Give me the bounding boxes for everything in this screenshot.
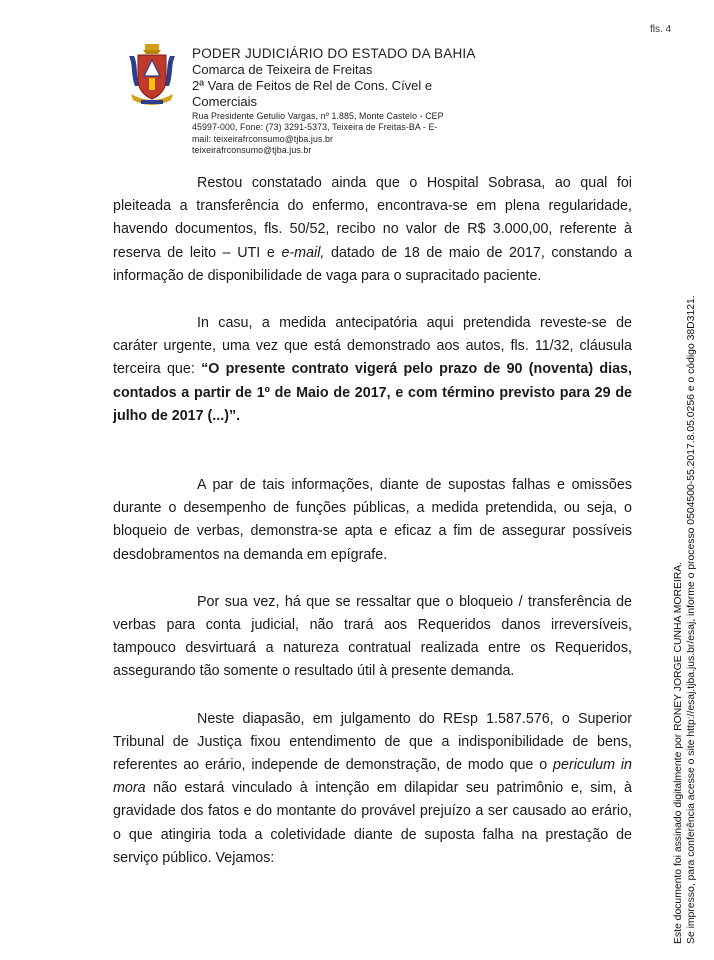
digital-signature-note: Este documento foi assinado digitalmente por RONEY JORGE CUNHA MOREIRA. Se impresso, para conferência acesse o site http://esaj.tjba.jus.br/esaj, informe o processo 0504500-55.2017.8.05.0256 e o código 38D3121. — [673, 295, 697, 944]
document-body — [113, 172, 632, 870]
vara-line: 2ª Vara de Feitos de Rel de Cons. Cível e — [192, 78, 433, 93]
paragraph-transfer: Por sua vez, há que se ressaltar que o bloqueio / transferência de verbas para conta judicial, não trará aos Requeridos danos irreversíveis, tampouco desvirtuará a natureza contratual realizada entre os Requeridos, assegurando tão somente o resultado útil à presente demanda. — [113, 593, 632, 680]
paragraph-measure: A par de tais informações, diante de supostas falhas e omissões durante o desempenho de funções públicas, a medida pretendida, ou seja, o bloqueio de verbas, demonstra-se apta e eficaz a fim de assegurar possíveis desdobramentos na demanda em epígrafe. — [113, 477, 632, 563]
periculum-term: periculum in mora — [113, 757, 633, 797]
page-number: fls. 4 — [650, 24, 672, 35]
coat-of-arms-icon — [127, 42, 177, 108]
vara-line-2: Comerciais — [192, 94, 258, 109]
comarca: Comarca de Teixeira de Freitas — [192, 62, 373, 77]
email-term: e-mail, — [281, 244, 325, 261]
court-address: Rua Presidente Getulio Vargas, nº 1.885, Monte Castelo - CEP 45997-000, Fone: (73) 3291-5373, Teixeira de Freitas-BA - E- mail: teixeirafrconsumo@tjba.jus.br teixeirafrconsumo@tjba.jus.br — [192, 111, 444, 156]
court-header — [192, 46, 512, 157]
paragraph-urgency: In casu, a medida antecipatória aqui pretendida reveste-se de caráter urgente, uma vez que está demonstrado aos autos, fls. 11/32, cláusula terceira que: “O presente contrato vigerá pelo prazo de 90 (noventa) dias, contados a partir de 1º de Maio de 2017, e com término previsto para 29 de julho de 2017 (...)”. — [113, 315, 632, 424]
paragraph-hospital: Restou constatado ainda que o Hospital Sobrasa, ao qual foi pleiteada a transferência do enfermo, encontrava-se em plena regularidade, havendo documentos, fls. 50/52, recibo no valor de R$ 3.000,00, referente à reserva de leito – UTI e e-mail, datado de 18 de maio de 2017, constando a informação de disponibilidade de vaga para o supracitado paciente. — [113, 175, 632, 284]
court-name: PODER JUDICIÁRIO DO ESTADO DA BAHIA — [192, 46, 476, 61]
paragraph-jurisprudence: Neste diapasão, em julgamento do REsp 1.587.576, o Superior Tribunal de Justiça fixou entendimento de que a indisponibilidade de bens, referentes ao erário, independe de demonstração, de modo que o periculum in mora não estará vinculado à intenção em dilapidar seu patrimônio e, sim, à gravidade dos fatos e do montante do provável prejuízo a ser causado ao erário, o que atingiria toda a coletividade diante de suposta falha na prestação de serviço público. Vejamos: — [113, 710, 633, 866]
contract-quote: “O presente contrato vigerá pelo prazo de 90 (noventa) dias, contados a partir de 1º de Maio de 2017, e com término previsto para 29 de julho de 2017 (...)”. — [113, 361, 632, 424]
